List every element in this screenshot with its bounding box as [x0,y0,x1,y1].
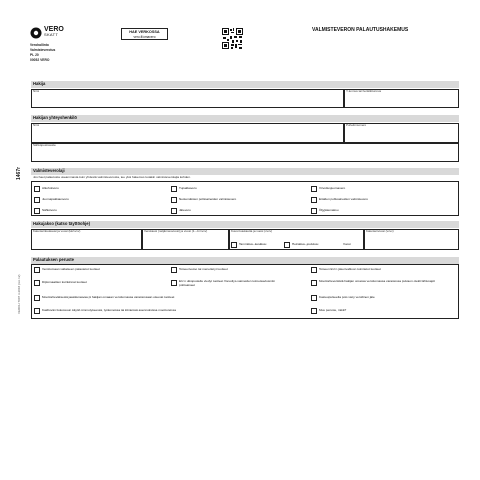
basis-item-label: Toiseen EU:n jäsenvaltioon toimitetut tuotteet [319,267,381,271]
checkbox-basis-4[interactable] [34,308,40,314]
checkbox-heinakuu-joulukuu[interactable] [284,242,290,248]
section-bar-tax-type [31,168,459,175]
checkbox-basis-2[interactable] [34,280,40,286]
basis-item-label: Moottoriteveräisiä hakijan omassa verottomassa varastossa pulvaon olekti lähtuvajöt [319,279,435,283]
checkbox-sahkovero[interactable] [34,208,40,214]
halfyear-option-2: Heinäkuu–joulukuu [292,242,319,246]
checkbox-basis-1[interactable] [34,267,40,273]
period-month-label: Kalenterikuukausi ja vuosi (kk/vvvv) [33,229,81,233]
option-label: Tupakkavero [179,186,197,190]
option-label: Jätevero [179,208,191,212]
basis-item-label: Diplomaattien kuinkinnat tuotteet [42,280,87,284]
form-code: VEROH 7007 3.2018 (nro 12) [17,274,21,314]
basis-item-label: Muu peruste, mikä? [319,308,347,312]
checkbox-alkoholivero[interactable] [34,186,40,192]
halfyear-option-1: Tammikuu–kesäkuu [239,242,267,246]
online-stamp [121,28,168,40]
checkbox-basis-10[interactable] [311,308,317,314]
basis-item-label: Verottomaan valtaiseen palautetut tuotteet [42,267,100,271]
address-line-4: 00052 VERO [30,58,50,62]
address-line-2: Valmisteverotus [30,48,56,52]
basis-item-label: EU:n ulkopuolelle viedyt tuotteet Vievoltys-vaimeiden toimeisaviusmiin polttoaineet [179,279,276,287]
tax-type-note: Jos haet palautusta useammasta kuin yhdestä valmisteverosta, tee yksi hakemus kutakin valmisteverolajia kohden. [33,175,191,179]
contact-name-field[interactable] [31,123,344,143]
basis-item-label: Moottoriteväksesiä jaasikuraavaa pi hakijan omaaan verottomassa varastossaan oleevat tuotteet [42,295,175,299]
section-bar-contact [31,115,459,122]
stamp-line1: HAE VERKOSSA [129,30,160,34]
hakija-name-field[interactable] [31,89,344,108]
section-bar-basis [31,257,459,264]
checkbox-basis-7[interactable] [311,267,317,273]
section-title-contact: Hakijan yhteyshenkilö [33,115,77,120]
checkbox-tupakkavero[interactable] [171,186,177,192]
option-label: Öljyjätemaksu [319,208,339,212]
checkbox-basis-6[interactable] [171,280,177,286]
option-label: Virvoitusjuomavero [319,186,346,190]
checkbox-virvoitusjuomavero[interactable] [311,186,317,192]
option-label: Nestemäisten polttoaineiden valmistevero [179,197,237,201]
halfyear-year-label: Vuosi [343,242,351,246]
checkbox-basis-8[interactable] [311,280,317,286]
margin-code: 1467r [16,166,22,180]
address-line-3: PL 20 [30,53,39,57]
checkbox-jatevero[interactable] [171,208,177,214]
checkbox-nestemaisten-polttoaineiden[interactable] [171,197,177,203]
checkbox-oljyjatemaksu[interactable] [311,208,317,214]
checkbox-basis-3[interactable] [34,295,40,301]
section-title-period: Hakujakso (katso täyttöohje) [33,221,91,226]
form-title: VALMISTEVERON PALAUTUSHAKEMUS [312,27,409,33]
logo-text-vero: VERO [44,26,64,33]
address-line-1: Verohallinto [30,43,49,47]
section-title-basis: Palautuksen peruste [33,257,74,262]
option-label: Eräiden polttoaineiden valmistevero [319,197,369,201]
stamp-line2: vero.fi/omavero [133,35,156,39]
period-halfyear-label: Kuusi kuukautta ja vuosi (vvvv) [231,229,273,233]
checkbox-juomapakkausvero[interactable] [34,197,40,203]
contact-name-label: Nimi [33,123,39,127]
option-label: Alkoholivero [42,186,59,190]
basis-item-label: Kaidtuvän liokossuun käyttö ümmotykeessä, työkoneissa tai kiinteissä asennuksissa moottoreissa [42,308,176,312]
basis-item-label: Kasteupulseelta pois viety verollinen jäte [319,295,375,299]
logo-text-skatt: SKATT [44,32,59,37]
option-label: Sähkövero [42,208,57,212]
contact-phone-label: Puhelinnumero [346,123,367,127]
contact-email-field[interactable] [31,143,459,162]
section-title-hakija: Hakija [33,81,46,86]
period-quarter-label: Verokausi (neljännesvuosi) ja vuosi (1.–4./vvvv) [144,229,208,233]
checkbox-eraiden-polttoaineiden[interactable] [311,197,317,203]
period-year-label: Kalenterivuosi (vvvv) [366,229,394,233]
vero-logo [30,26,42,38]
checkbox-basis-9[interactable] [311,295,317,301]
section-bar-period [31,221,459,228]
hakija-id-label: Y-tunnus tai henkilötunnus [346,89,382,93]
contact-email-label: Sähköpostiosoite [33,143,56,147]
hakija-name-label: Nimi [33,89,39,93]
option-label: Juomapakkausvero [42,197,69,201]
checkbox-basis-5[interactable] [171,267,177,273]
section-title-tax-type: Valmisteverolaji [33,168,65,173]
qr-code [222,28,243,49]
section-bar-hakija [31,81,459,88]
checkbox-tammikuu-kesakuu[interactable] [231,242,237,248]
basis-item-label: Toiseenvetoo tai menettetyt tuotteet [179,267,228,271]
tax-type-group [31,181,459,216]
